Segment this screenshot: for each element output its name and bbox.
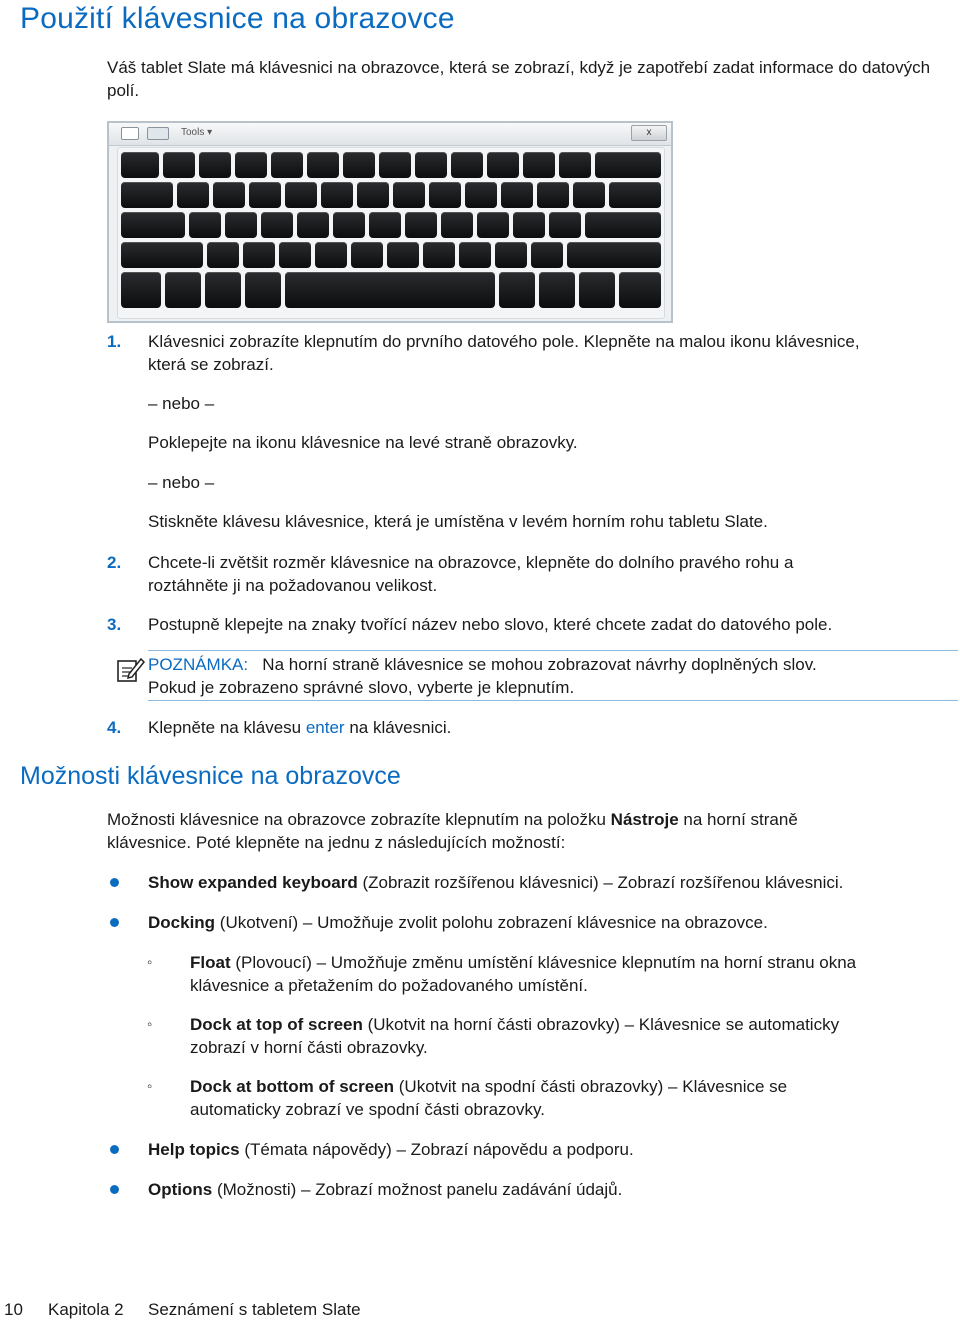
key: [235, 152, 267, 178]
sub-bullet-icon: ◦: [147, 954, 153, 971]
option-description: (Zobrazit rozšířenou klávesnici) – Zobrazí rozšířenou klávesnici.: [357, 873, 844, 892]
key: [121, 272, 161, 308]
key: [189, 212, 221, 238]
step-text: Postupně klepejte na znaky tvořící název nebo slovo, které chcete zadat do datového pole.: [148, 615, 833, 634]
sub-option-item-cont: zobrazí v horní části obrazovky.: [190, 1038, 428, 1057]
option-description: (Ukotvení) – Umožňuje zvolit polohu zobrazení klávesnice na obrazovce.: [215, 913, 768, 932]
key: [207, 242, 239, 268]
key: [539, 272, 575, 308]
step-text: Stiskněte klávesu klávesnice, která je umístěna v levém horním rohu tabletu Slate.: [148, 512, 768, 531]
key: [513, 212, 545, 238]
key: [595, 152, 661, 178]
step-text: roztáhněte ji na požadovanou velikost.: [148, 576, 438, 595]
sub-option-name: Dock at bottom of screen: [190, 1077, 395, 1096]
key: [501, 182, 533, 208]
key: [315, 242, 347, 268]
page-number: 10: [4, 1300, 23, 1319]
section-intro: klávesnice. Poté klepněte na jednu z následujících možností:: [107, 833, 566, 852]
sub-option-description: (Ukotvit na spodní části obrazovky) – Klávesnice se: [394, 1077, 788, 1096]
key: [351, 242, 383, 268]
key: [163, 152, 195, 178]
on-screen-keyboard-image: [107, 121, 673, 323]
key: [441, 212, 473, 238]
option-item: [148, 1178, 958, 1201]
key: [429, 182, 461, 208]
section-intro-pre: Možnosti klávesnice na obrazovce zobrazíte klepnutím na položku: [107, 810, 611, 829]
sub-option-name: Float: [190, 953, 231, 972]
option-description: (Témata nápovědy) – Zobrazí nápovědu a podporu.: [239, 1140, 634, 1159]
sub-option-item: [190, 1013, 958, 1036]
key: [573, 182, 605, 208]
close-icon: x: [631, 125, 667, 141]
step-text: která se zobrazí.: [148, 355, 274, 374]
key: [487, 152, 519, 178]
key: [285, 272, 495, 308]
step-text: Poklepejte na ikonu klávesnice na levé straně obrazovky.: [148, 433, 578, 452]
bullet-icon: [110, 878, 119, 887]
or-separator: – nebo –: [148, 394, 215, 413]
key: [225, 212, 257, 238]
note-line-1: Na horní straně klávesnice se mohou zobrazovat návrhy doplněných slov.: [262, 655, 817, 674]
key: [579, 272, 615, 308]
keyboard-keys-area: [117, 147, 665, 319]
key: [451, 152, 483, 178]
key: [121, 152, 159, 178]
key: [465, 182, 497, 208]
step-number: 2.: [107, 553, 122, 572]
key: [585, 212, 661, 238]
key: [343, 152, 375, 178]
section-intro-post: na horní straně: [678, 810, 798, 829]
key: [307, 152, 339, 178]
option-name: Help topics: [148, 1140, 240, 1159]
sub-option-item-cont: automaticky zobrazí ve spodní části obrazovky.: [190, 1100, 545, 1119]
keyboard-toolbar: [109, 123, 671, 146]
note-label: POZNÁMKA:: [148, 655, 249, 674]
key: [369, 212, 401, 238]
note-line-2: Pokud je zobrazeno správné slovo, vyberte je klepnutím.: [148, 678, 575, 697]
sub-option-description: (Ukotvit na horní části obrazovky) – Klávesnice se automaticky: [362, 1015, 840, 1034]
key: [245, 272, 281, 308]
note-text: [148, 653, 958, 676]
intro-paragraph: Váš tablet Slate má klávesnici na obrazovce, která se zobrazí, když je zapotřebí zadat informace do datových polí.: [107, 58, 931, 100]
section-intro: [107, 808, 957, 831]
step-number: 3.: [107, 615, 122, 634]
key: [261, 212, 293, 238]
key: [549, 212, 581, 238]
sub-option-item: [190, 1075, 958, 1098]
tools-menu-label: Tools ▾: [181, 127, 213, 138]
key: [271, 152, 303, 178]
key: [531, 242, 563, 268]
key: [423, 242, 455, 268]
bullet-icon: [110, 1185, 119, 1194]
chapter-label: Kapitola 2: [48, 1300, 124, 1319]
step-number: 1.: [107, 332, 122, 351]
section-title: Možnosti klávesnice na obrazovce: [20, 762, 401, 790]
pen-icon: [121, 127, 139, 140]
key: [387, 242, 419, 268]
sub-bullet-icon: ◦: [147, 1078, 153, 1095]
step-text: Klávesnici zobrazíte klepnutím do prvního datového pole. Klepněte na malou ikonu klávesnice,: [148, 332, 860, 351]
or-separator: – nebo –: [148, 473, 215, 492]
step-number: 4.: [107, 718, 122, 737]
key: [121, 212, 185, 238]
bullet-icon: [110, 918, 119, 927]
key: [357, 182, 389, 208]
key: [415, 152, 447, 178]
key: [477, 212, 509, 238]
sub-option-name: Dock at top of screen: [190, 1015, 363, 1034]
key: [205, 272, 241, 308]
option-item: [148, 1138, 958, 1161]
key: [609, 182, 661, 208]
key: [537, 182, 569, 208]
option-item: [148, 911, 958, 934]
tools-menu-name: Nástroje: [610, 810, 679, 829]
bullet-icon: [110, 1145, 119, 1154]
sub-option-item-cont: klávesnice a přetažením do požadovaného umístění.: [190, 976, 588, 995]
page-title: Použití klávesnice na obrazovce: [20, 2, 455, 35]
sub-bullet-icon: ◦: [147, 1016, 153, 1033]
key: [393, 182, 425, 208]
sub-option-description: (Plovoucí) – Umožňuje změnu umístění klávesnice klepnutím na horní stranu okna: [230, 953, 857, 972]
key: [559, 152, 591, 178]
key: [243, 242, 275, 268]
note-pencil-icon: [115, 655, 145, 685]
key: [249, 182, 281, 208]
key: [121, 242, 203, 268]
key: [213, 182, 245, 208]
note-top-rule: [148, 650, 958, 651]
key: [165, 272, 201, 308]
key: [177, 182, 209, 208]
sub-option-item: [190, 951, 958, 974]
key: [495, 242, 527, 268]
keyboard-icon: [147, 127, 169, 140]
step-text: [148, 716, 451, 739]
option-item: [148, 871, 958, 894]
key: [567, 242, 661, 268]
key: [379, 152, 411, 178]
option-description: (Možnosti) – Zobrazí možnost panelu zadávání údajů.: [212, 1180, 623, 1199]
key: [333, 212, 365, 238]
key: [279, 242, 311, 268]
key: [199, 152, 231, 178]
step-text-post: na klávesnici.: [344, 718, 452, 737]
option-name: Docking: [148, 913, 216, 932]
option-name: Options: [148, 1180, 213, 1199]
key: [499, 272, 535, 308]
key: [121, 182, 173, 208]
option-name: Show expanded keyboard: [148, 873, 358, 892]
chapter-title: Seznámení s tabletem Slate: [148, 1300, 361, 1319]
key: [405, 212, 437, 238]
step-text-pre: Klepněte na klávesu: [148, 718, 306, 737]
key: [321, 182, 353, 208]
key: [459, 242, 491, 268]
enter-key-name: enter: [305, 718, 345, 737]
step-text: Chcete-li zvětšit rozměr klávesnice na obrazovce, klepněte do dolního pravého rohu a: [148, 553, 794, 572]
key: [619, 272, 661, 308]
note-bottom-rule: [148, 700, 958, 701]
key: [523, 152, 555, 178]
key: [285, 182, 317, 208]
key: [297, 212, 329, 238]
